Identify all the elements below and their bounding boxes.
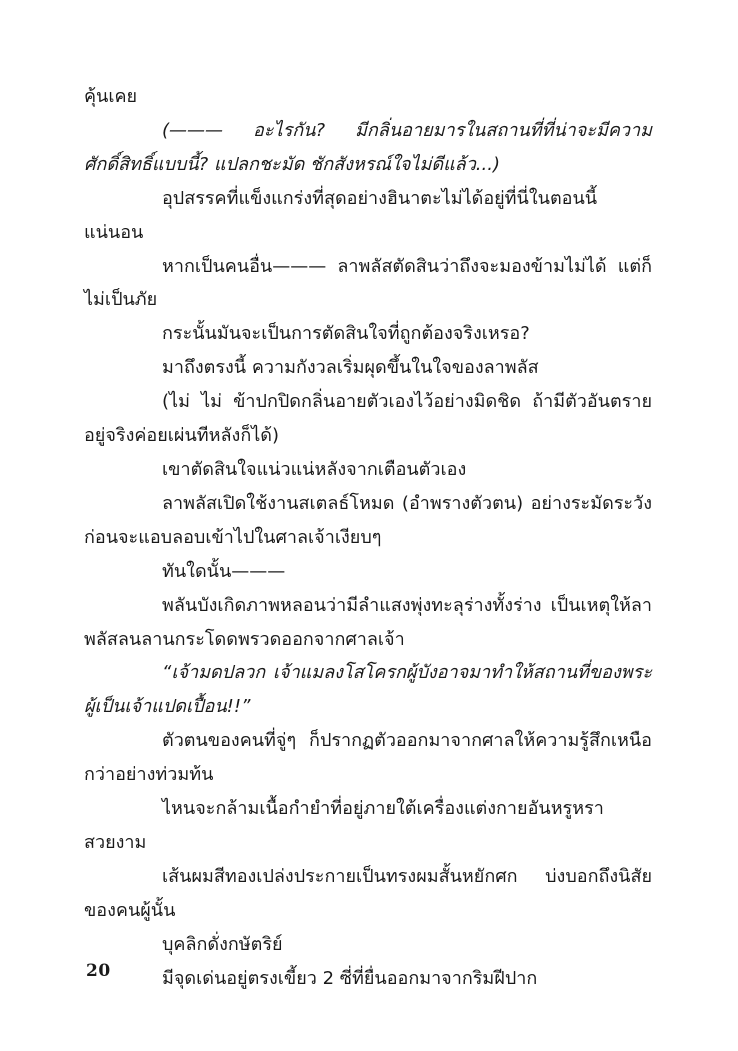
paragraph: ไหนจะกล้ามเนื้อกำยำที่อยู่ภายใต้เครื่องแต่งกายอันหรูหราสวยงาม (84, 798, 604, 853)
paragraph: เส้นผมสีทองเปล่งประกายเป็นทรงผมสั้นหยักศก บ่งบอกถึงนิสัยของคนผู้นั้น (84, 865, 652, 921)
paragraph: ตัวตนของคนที่จู่ๆ ก็ปรากฏตัวออกมาจากศาลให้ความรู้สึกเหนือกว่าอย่างท่วมท้น (84, 730, 652, 786)
body-text (84, 80, 652, 995)
paragraph: พลันบังเกิดภาพหลอนว่ามีลำแสงพุ่งทะลุร่างทั้งร่าง เป็นเหตุให้ลาพลัสลนลานกระโดดพรวดออกจากศาลเจ้า (84, 594, 652, 650)
paragraph: ทันใดนั้น——— (162, 560, 286, 582)
paragraph: เขาตัดสินใจแน่วแน่หลังจากเตือนตัวเอง (162, 458, 467, 480)
paragraph: กระนั้นมันจะเป็นการตัดสินใจที่ถูกต้องจริงเหรอ? (162, 323, 530, 345)
paragraph: ลาพลัสเปิดใช้งานสเตลธ์โหมด (อำพรางตัวตน) อย่างระมัดระวังก่อนจะแอบลอบเข้าไปในศาลเจ้าเงียบๆ (84, 492, 652, 548)
paragraph: “เจ้ามดปลวก เจ้าแมลงโสโครกผู้บังอาจมาทำให้สถานที่ของพระผู้เป็นเจ้าแปดเปื้อน!!” (84, 662, 652, 718)
paragraph: (——— อะไรกัน? มีกลิ่นอายมารในสถานที่ที่น่าจะมีความศักดิ์สิทธิ์แบบนี้? แปลกชะมัด ชักสังหรณ์ใจไม่ดีแล้ว...) (84, 119, 652, 175)
paragraph: อุปสรรคที่แข็งแกร่งที่สุดอย่างฮินาตะไม่ได้อยู่ที่นี่ในตอนนี้แน่นอน (84, 187, 598, 243)
paragraph: มีจุดเด่นอยู่ตรงเขี้ยว 2 ซี่ที่ยื่นออกมาจากริมฝีปาก (162, 967, 538, 989)
paragraph: (ไม่ ไม่ ข้าปกปิดกลิ่นอายตัวเองไว้อย่างมิดชิด ถ้ามีตัวอันตรายอยู่จริงค่อยเผ่นทีหลังก็ได้) (84, 391, 652, 447)
paragraph: คุ้นเคย (84, 86, 138, 107)
paragraph: มาถึงตรงนี้ ความกังวลเริ่มผุดขึ้นในใจของลาพลัส (162, 357, 539, 379)
paragraph: บุคลิกดั่งกษัตริย์ (162, 933, 283, 955)
paragraph: หากเป็นคนอื่น——— ลาพลัสตัดสินว่าถึงจะมองข้ามไม่ได้ แต่ก็ไม่เป็นภัย (84, 255, 652, 311)
page-number: 20 (86, 961, 111, 981)
